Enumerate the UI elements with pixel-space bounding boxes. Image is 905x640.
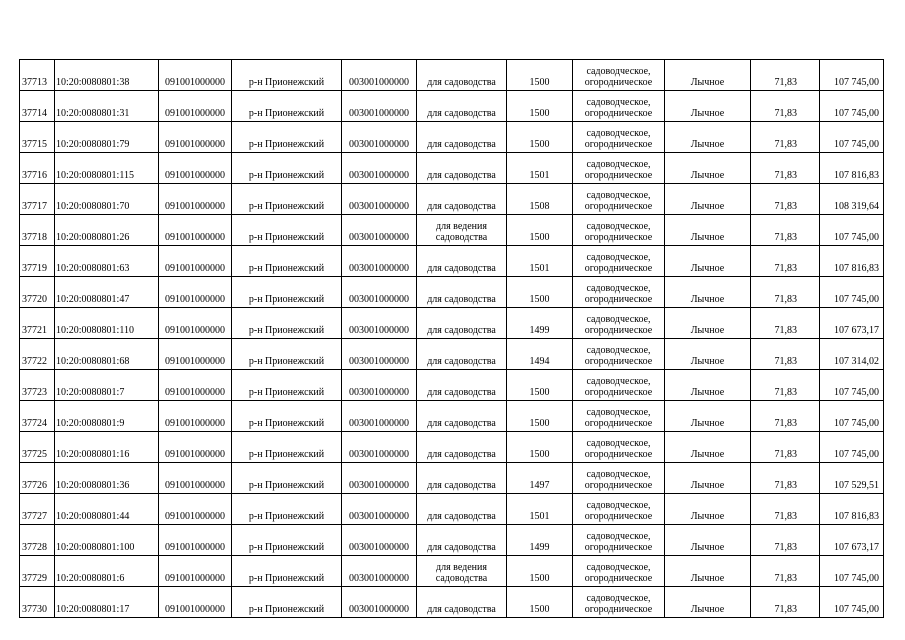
land-category-cell [573, 587, 665, 618]
land-category-line2: огородническое [584, 263, 653, 274]
table-row [20, 122, 884, 153]
table-body [20, 60, 884, 618]
land-category-line2: огородническое [584, 356, 653, 367]
cadastral-number-cell: 10:20:0080801:26 [55, 215, 159, 246]
cadastral-value-cell: 107 816,83 [820, 153, 884, 184]
specific-value-cell: 71,83 [751, 122, 820, 153]
specific-value-cell: 71,83 [751, 153, 820, 184]
permitted-use-cell: для садоводства [417, 432, 507, 463]
land-category-line2: огородническое [584, 449, 653, 460]
okato-code-cell: 091001000000 [159, 153, 232, 184]
category-code-cell: 003001000000 [342, 91, 417, 122]
row-number-cell: 37713 [20, 60, 55, 91]
permitted-use-cell: для садоводства [417, 246, 507, 277]
row-number-cell: 37728 [20, 525, 55, 556]
row-number-cell: 37723 [20, 370, 55, 401]
ownership-type-cell: Лычное [665, 184, 751, 215]
area-value-cell: 1500 [507, 401, 573, 432]
cadastral-number-cell: 10:20:0080801:16 [55, 432, 159, 463]
specific-value-cell: 71,83 [751, 401, 820, 432]
cadastral-value-cell: 107 745,00 [820, 277, 884, 308]
cadastral-number-cell: 10:20:0080801:6 [55, 556, 159, 587]
row-number-cell: 37727 [20, 494, 55, 525]
land-category-cell [573, 432, 665, 463]
table-row [20, 246, 884, 277]
row-number-cell: 37722 [20, 339, 55, 370]
land-category-line2: огородническое [584, 480, 653, 491]
row-number-cell: 37725 [20, 432, 55, 463]
land-category-line2: огородническое [584, 387, 653, 398]
land-category-line2: огородническое [584, 77, 653, 88]
cadastral-value-cell: 107 673,17 [820, 308, 884, 339]
ownership-type-cell: Лычное [665, 401, 751, 432]
area-value-cell: 1501 [507, 246, 573, 277]
district-name-cell: р-н Прионежский [232, 525, 342, 556]
district-name-cell: р-н Прионежский [232, 246, 342, 277]
land-category-cell [573, 370, 665, 401]
table-row [20, 339, 884, 370]
ownership-type-cell: Лычное [665, 463, 751, 494]
row-number-cell: 37724 [20, 401, 55, 432]
table-row [20, 556, 884, 587]
district-name-cell: р-н Прионежский [232, 494, 342, 525]
okato-code-cell: 091001000000 [159, 370, 232, 401]
cadastral-number-cell: 10:20:0080801:36 [55, 463, 159, 494]
land-category-line1: садоводческое, [586, 97, 651, 108]
okato-code-cell: 091001000000 [159, 432, 232, 463]
cadastral-number-cell: 10:20:0080801:31 [55, 91, 159, 122]
table-row [20, 308, 884, 339]
ownership-type-cell: Лычное [665, 122, 751, 153]
land-category-line2: огородническое [584, 201, 653, 212]
area-value-cell: 1508 [507, 184, 573, 215]
land-category-line1: садоводческое, [586, 252, 651, 263]
land-category-line1: садоводческое, [586, 283, 651, 294]
cadastral-number-cell: 10:20:0080801:100 [55, 525, 159, 556]
okato-code-cell: 091001000000 [159, 339, 232, 370]
district-name-cell: р-н Прионежский [232, 339, 342, 370]
okato-code-cell: 091001000000 [159, 308, 232, 339]
ownership-type-cell: Лычное [665, 215, 751, 246]
table-row [20, 184, 884, 215]
district-name-cell: р-н Прионежский [232, 370, 342, 401]
row-number-cell: 37716 [20, 153, 55, 184]
cadastral-number-cell: 10:20:0080801:110 [55, 308, 159, 339]
land-category-line1: садоводческое, [586, 562, 651, 573]
cadastral-value-cell: 107 745,00 [820, 401, 884, 432]
row-number-cell: 37719 [20, 246, 55, 277]
cadastral-value-cell: 107 745,00 [820, 91, 884, 122]
permitted-use-cell: для садоводства [417, 308, 507, 339]
row-number-cell: 37721 [20, 308, 55, 339]
row-number-cell: 37720 [20, 277, 55, 308]
category-code-cell: 003001000000 [342, 463, 417, 494]
category-code-cell: 003001000000 [342, 432, 417, 463]
land-category-cell [573, 184, 665, 215]
row-number-cell: 37726 [20, 463, 55, 494]
cadastral-number-cell: 10:20:0080801:9 [55, 401, 159, 432]
category-code-cell: 003001000000 [342, 525, 417, 556]
specific-value-cell: 71,83 [751, 370, 820, 401]
specific-value-cell: 71,83 [751, 308, 820, 339]
land-category-cell [573, 153, 665, 184]
district-name-cell: р-н Прионежский [232, 91, 342, 122]
row-number-cell: 37730 [20, 587, 55, 618]
cadastral-value-cell: 107 745,00 [820, 122, 884, 153]
land-category-line2: огородническое [584, 573, 653, 584]
permitted-use-cell: для садоводства [417, 60, 507, 91]
specific-value-cell: 71,83 [751, 184, 820, 215]
ownership-type-cell: Лычное [665, 494, 751, 525]
okato-code-cell: 091001000000 [159, 401, 232, 432]
permitted-use-cell: для садоводства [417, 122, 507, 153]
cadastral-number-cell: 10:20:0080801:79 [55, 122, 159, 153]
area-value-cell: 1501 [507, 153, 573, 184]
land-category-cell [573, 246, 665, 277]
category-code-cell: 003001000000 [342, 308, 417, 339]
category-code-cell: 003001000000 [342, 153, 417, 184]
table-row [20, 401, 884, 432]
table-row [20, 277, 884, 308]
permitted-use-cell: для садоводства [417, 339, 507, 370]
row-number-cell: 37729 [20, 556, 55, 587]
district-name-cell: р-н Прионежский [232, 556, 342, 587]
cadastral-number-cell: 10:20:0080801:70 [55, 184, 159, 215]
table-row [20, 91, 884, 122]
cadastral-value-cell: 107 745,00 [820, 556, 884, 587]
ownership-type-cell: Лычное [665, 587, 751, 618]
land-category-line2: огородническое [584, 294, 653, 305]
okato-code-cell: 091001000000 [159, 184, 232, 215]
land-category-cell [573, 463, 665, 494]
table-row [20, 432, 884, 463]
district-name-cell: р-н Прионежский [232, 587, 342, 618]
permitted-use-cell: для садоводства [417, 587, 507, 618]
table-row [20, 463, 884, 494]
okato-code-cell: 091001000000 [159, 122, 232, 153]
cadastral-number-cell: 10:20:0080801:7 [55, 370, 159, 401]
area-value-cell: 1499 [507, 525, 573, 556]
permitted-use-cell: для садоводства [417, 91, 507, 122]
table-row [20, 215, 884, 246]
ownership-type-cell: Лычное [665, 277, 751, 308]
ownership-type-cell: Лычное [665, 556, 751, 587]
ownership-type-cell: Лычное [665, 370, 751, 401]
area-value-cell: 1500 [507, 91, 573, 122]
land-category-line2: огородническое [584, 170, 653, 181]
cadastral-value-cell: 107 745,00 [820, 60, 884, 91]
land-category-line1: садоводческое, [586, 159, 651, 170]
table-row [20, 370, 884, 401]
area-value-cell: 1497 [507, 463, 573, 494]
land-category-line1: садоводческое, [586, 128, 651, 139]
land-category-line2: огородническое [584, 139, 653, 150]
specific-value-cell: 71,83 [751, 463, 820, 494]
district-name-cell: р-н Прионежский [232, 277, 342, 308]
okato-code-cell: 091001000000 [159, 277, 232, 308]
ownership-type-cell: Лычное [665, 525, 751, 556]
land-category-cell [573, 122, 665, 153]
land-category-line2: огородническое [584, 418, 653, 429]
specific-value-cell: 71,83 [751, 91, 820, 122]
cadastral-number-cell: 10:20:0080801:115 [55, 153, 159, 184]
land-registry-table [19, 59, 884, 618]
district-name-cell: р-н Прионежский [232, 401, 342, 432]
specific-value-cell: 71,83 [751, 556, 820, 587]
land-category-line1: садоводческое, [586, 221, 651, 232]
land-category-line1: садоводческое, [586, 438, 651, 449]
ownership-type-cell: Лычное [665, 60, 751, 91]
land-category-line1: садоводческое, [586, 469, 651, 480]
permitted-use-cell: для садоводства [417, 184, 507, 215]
table-row [20, 60, 884, 91]
area-value-cell: 1500 [507, 587, 573, 618]
row-number-cell: 37718 [20, 215, 55, 246]
okato-code-cell: 091001000000 [159, 494, 232, 525]
permitted-use-cell: для ведения садоводства [417, 556, 507, 587]
land-category-cell [573, 494, 665, 525]
category-code-cell: 003001000000 [342, 339, 417, 370]
table-row [20, 525, 884, 556]
cadastral-number-cell: 10:20:0080801:47 [55, 277, 159, 308]
specific-value-cell: 71,83 [751, 215, 820, 246]
permitted-use-cell: для садоводства [417, 277, 507, 308]
land-category-cell [573, 277, 665, 308]
district-name-cell: р-н Прионежский [232, 153, 342, 184]
okato-code-cell: 091001000000 [159, 556, 232, 587]
land-category-line1: садоводческое, [586, 531, 651, 542]
specific-value-cell: 71,83 [751, 246, 820, 277]
okato-code-cell: 091001000000 [159, 463, 232, 494]
ownership-type-cell: Лычное [665, 308, 751, 339]
area-value-cell: 1500 [507, 432, 573, 463]
district-name-cell: р-н Прионежский [232, 432, 342, 463]
land-category-line1: садоводческое, [586, 500, 651, 511]
specific-value-cell: 71,83 [751, 339, 820, 370]
ownership-type-cell: Лычное [665, 339, 751, 370]
ownership-type-cell: Лычное [665, 153, 751, 184]
cadastral-number-cell: 10:20:0080801:17 [55, 587, 159, 618]
permitted-use-cell: для садоводства [417, 153, 507, 184]
land-category-cell [573, 215, 665, 246]
category-code-cell: 003001000000 [342, 215, 417, 246]
permitted-use-cell: для садоводства [417, 370, 507, 401]
land-category-line1: садоводческое, [586, 345, 651, 356]
land-category-line1: садоводческое, [586, 314, 651, 325]
land-category-line1: садоводческое, [586, 593, 651, 604]
area-value-cell: 1500 [507, 122, 573, 153]
row-number-cell: 37714 [20, 91, 55, 122]
cadastral-value-cell: 107 745,00 [820, 215, 884, 246]
category-code-cell: 003001000000 [342, 401, 417, 432]
category-code-cell: 003001000000 [342, 277, 417, 308]
specific-value-cell: 71,83 [751, 525, 820, 556]
specific-value-cell: 71,83 [751, 432, 820, 463]
land-category-line2: огородническое [584, 325, 653, 336]
cadastral-number-cell: 10:20:0080801:38 [55, 60, 159, 91]
table-row [20, 587, 884, 618]
category-code-cell: 003001000000 [342, 60, 417, 91]
cadastral-value-cell: 107 529,51 [820, 463, 884, 494]
category-code-cell: 003001000000 [342, 246, 417, 277]
land-category-line2: огородническое [584, 108, 653, 119]
table-row [20, 494, 884, 525]
cadastral-number-cell: 10:20:0080801:63 [55, 246, 159, 277]
area-value-cell: 1500 [507, 556, 573, 587]
ownership-type-cell: Лычное [665, 91, 751, 122]
land-category-line2: огородническое [584, 604, 653, 615]
category-code-cell: 003001000000 [342, 556, 417, 587]
okato-code-cell: 091001000000 [159, 525, 232, 556]
land-category-line1: садоводческое, [586, 190, 651, 201]
okato-code-cell: 091001000000 [159, 587, 232, 618]
category-code-cell: 003001000000 [342, 370, 417, 401]
cadastral-number-cell: 10:20:0080801:44 [55, 494, 159, 525]
land-category-line1: садоводческое, [586, 376, 651, 387]
okato-code-cell: 091001000000 [159, 91, 232, 122]
district-name-cell: р-н Прионежский [232, 122, 342, 153]
cadastral-value-cell: 107 816,83 [820, 494, 884, 525]
area-value-cell: 1500 [507, 277, 573, 308]
cadastral-value-cell: 107 745,00 [820, 370, 884, 401]
cadastral-value-cell: 107 745,00 [820, 432, 884, 463]
specific-value-cell: 71,83 [751, 60, 820, 91]
row-number-cell: 37715 [20, 122, 55, 153]
permitted-use-cell: для садоводства [417, 463, 507, 494]
area-value-cell: 1499 [507, 308, 573, 339]
area-value-cell: 1500 [507, 60, 573, 91]
land-category-line2: огородническое [584, 542, 653, 553]
area-value-cell: 1500 [507, 215, 573, 246]
permitted-use-cell: для ведения садоводства [417, 215, 507, 246]
category-code-cell: 003001000000 [342, 587, 417, 618]
area-value-cell: 1501 [507, 494, 573, 525]
land-category-cell [573, 556, 665, 587]
cadastral-value-cell: 107 816,83 [820, 246, 884, 277]
cadastral-value-cell: 108 319,64 [820, 184, 884, 215]
permitted-use-cell: для садоводства [417, 494, 507, 525]
specific-value-cell: 71,83 [751, 587, 820, 618]
category-code-cell: 003001000000 [342, 122, 417, 153]
specific-value-cell: 71,83 [751, 277, 820, 308]
okato-code-cell: 091001000000 [159, 60, 232, 91]
ownership-type-cell: Лычное [665, 246, 751, 277]
district-name-cell: р-н Прионежский [232, 60, 342, 91]
land-category-cell [573, 60, 665, 91]
category-code-cell: 003001000000 [342, 494, 417, 525]
area-value-cell: 1494 [507, 339, 573, 370]
district-name-cell: р-н Прионежский [232, 308, 342, 339]
land-category-cell [573, 308, 665, 339]
land-category-cell [573, 91, 665, 122]
cadastral-value-cell: 107 745,00 [820, 587, 884, 618]
land-category-cell [573, 401, 665, 432]
land-category-cell [573, 339, 665, 370]
cadastral-number-cell: 10:20:0080801:68 [55, 339, 159, 370]
land-category-cell [573, 525, 665, 556]
table-row [20, 153, 884, 184]
specific-value-cell: 71,83 [751, 494, 820, 525]
area-value-cell: 1500 [507, 370, 573, 401]
permitted-use-cell: для садоводства [417, 401, 507, 432]
okato-code-cell: 091001000000 [159, 215, 232, 246]
land-category-line2: огородническое [584, 232, 653, 243]
land-category-line1: садоводческое, [586, 407, 651, 418]
row-number-cell: 37717 [20, 184, 55, 215]
district-name-cell: р-н Прионежский [232, 184, 342, 215]
category-code-cell: 003001000000 [342, 184, 417, 215]
okato-code-cell: 091001000000 [159, 246, 232, 277]
permitted-use-cell: для садоводства [417, 525, 507, 556]
district-name-cell: р-н Прионежский [232, 215, 342, 246]
cadastral-value-cell: 107 314,02 [820, 339, 884, 370]
land-category-line2: огородническое [584, 511, 653, 522]
cadastral-value-cell: 107 673,17 [820, 525, 884, 556]
district-name-cell: р-н Прионежский [232, 463, 342, 494]
ownership-type-cell: Лычное [665, 432, 751, 463]
land-category-line1: садоводческое, [586, 66, 651, 77]
